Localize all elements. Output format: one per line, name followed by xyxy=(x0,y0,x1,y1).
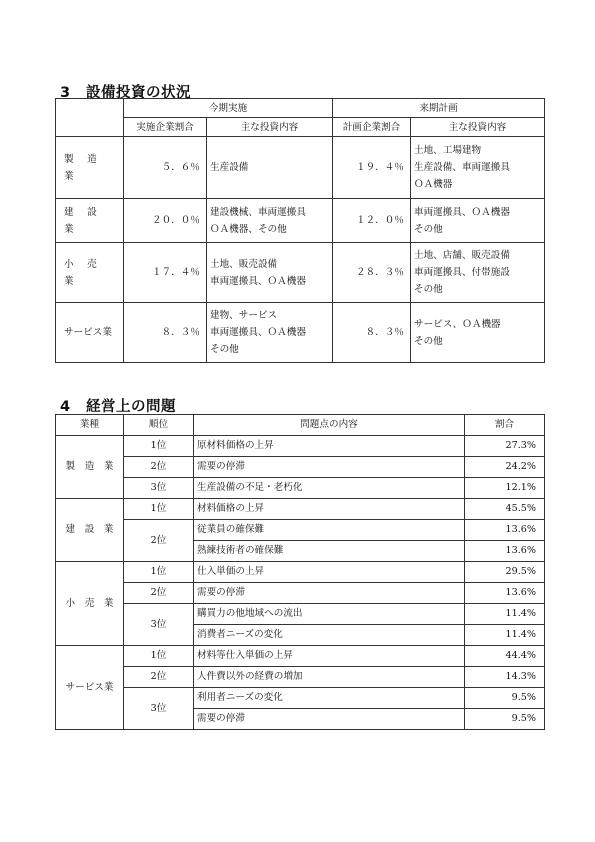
table-row xyxy=(56,667,545,688)
content-line: 建設機械、車両運搬具 xyxy=(210,206,306,218)
table-row xyxy=(56,583,545,604)
problem-cell: 材料価格の上昇 xyxy=(194,499,465,520)
table-row xyxy=(56,137,545,199)
ratio-cell: 24.2% xyxy=(465,457,545,478)
content-line: その他 xyxy=(210,344,239,355)
ratio-cell: 29.5% xyxy=(465,562,545,583)
problem-cell: 需要の停滞 xyxy=(194,457,465,478)
problem-cell: 購買力の他地域への流出 xyxy=(194,604,465,625)
content-line: その他 xyxy=(414,284,443,295)
current-rate-cell: ５．６％ xyxy=(124,137,207,199)
table-row xyxy=(56,499,545,520)
next-content-cell xyxy=(411,137,545,199)
next-rate-cell: １２．０％ xyxy=(333,199,411,243)
rank-cell: 3位 xyxy=(124,688,194,730)
industry-cell: 小 売 業 xyxy=(56,562,124,646)
business-problems-table xyxy=(55,414,545,730)
content-line: 生産設備 xyxy=(210,162,249,173)
ratio-cell: 14.3% xyxy=(465,667,545,688)
table-row xyxy=(56,646,545,667)
table-header-row xyxy=(56,99,545,118)
next-content-cell xyxy=(411,199,545,243)
industry-cell: サービス業 xyxy=(56,646,124,730)
content-line: 土地、店舗、販売設備 xyxy=(414,250,510,261)
content-line: 建物、サービス xyxy=(210,310,278,321)
ratio-cell: 45.5% xyxy=(465,499,545,520)
table-row xyxy=(56,436,545,457)
problem-cell: 生産設備の不足・老朽化 xyxy=(194,478,465,499)
rank-cell: 2位 xyxy=(124,520,194,562)
subheader-current-content: 主な投資内容 xyxy=(207,118,333,137)
ratio-cell: 9.5% xyxy=(465,709,545,730)
problem-cell: 熟練技術者の確保難 xyxy=(194,541,465,562)
content-line: 車両運搬具、ＯＡ機器 xyxy=(210,275,306,287)
content-line: 土地、販売設備 xyxy=(210,258,278,270)
table-row xyxy=(56,457,545,478)
content-line: ＯＡ機器、その他 xyxy=(210,223,287,235)
ratio-cell: 13.6% xyxy=(465,583,545,604)
section-4-number: 4 xyxy=(60,399,71,415)
subheader-next-content: 主な投資内容 xyxy=(411,118,545,137)
section-3-number: 3 xyxy=(60,85,71,101)
industry-cell: 製 造 業 xyxy=(56,436,124,499)
content-line: その他 xyxy=(414,335,443,347)
ratio-cell: 11.4% xyxy=(465,604,545,625)
header-current-period: 今期実施 xyxy=(124,99,333,118)
ratio-cell: 12.1% xyxy=(465,478,545,499)
current-content-cell xyxy=(207,137,333,199)
next-content-cell xyxy=(411,303,545,363)
current-rate-cell: ２０．０％ xyxy=(124,199,207,243)
header-corner-cell xyxy=(56,99,124,137)
ratio-cell: 27.3% xyxy=(465,436,545,457)
rank-cell: 3位 xyxy=(124,478,194,499)
ratio-cell: 13.6% xyxy=(465,520,545,541)
content-line: 車両運搬具、ＯＡ機器 xyxy=(210,327,306,338)
table-row xyxy=(56,520,545,541)
next-rate-cell: ２８．３％ xyxy=(333,243,411,303)
ratio-cell: 9.5% xyxy=(465,688,545,709)
table-subheader-row xyxy=(56,118,545,137)
rank-cell: 1位 xyxy=(124,562,194,583)
content-line: 土地、工場建物 xyxy=(414,145,482,156)
content-line: ＯＡ機器 xyxy=(414,179,453,190)
ratio-cell: 13.6% xyxy=(465,541,545,562)
current-content-cell xyxy=(207,243,333,303)
section-4-title-text: 経営上の問題 xyxy=(86,399,176,415)
content-line: 生産設備、車両運搬具 xyxy=(414,162,510,173)
table-row xyxy=(56,688,545,709)
problem-cell: 仕入単価の上昇 xyxy=(194,562,465,583)
table-row xyxy=(56,478,545,499)
table-row xyxy=(56,199,545,243)
header-rank: 順位 xyxy=(124,415,194,436)
ratio-cell: 11.4% xyxy=(465,625,545,646)
problem-cell: 原材料価格の上昇 xyxy=(194,436,465,457)
rank-cell: 1位 xyxy=(124,436,194,457)
section-3-title-text: 設備投資の状況 xyxy=(86,85,191,101)
capital-investment-table xyxy=(55,98,545,363)
problem-cell: 人件費以外の経費の増加 xyxy=(194,667,465,688)
rank-cell: 2位 xyxy=(124,583,194,604)
table-row xyxy=(56,604,545,625)
next-content-cell xyxy=(411,243,545,303)
rank-cell: 1位 xyxy=(124,646,194,667)
header-ratio: 割合 xyxy=(465,415,545,436)
current-content-cell xyxy=(207,199,333,243)
header-next-period: 来期計画 xyxy=(333,99,545,118)
content-line: 車両運搬具、ＯＡ機器 xyxy=(414,206,510,218)
table-row xyxy=(56,562,545,583)
header-content: 問題点の内容 xyxy=(194,415,465,436)
rank-cell: 2位 xyxy=(124,667,194,688)
rank-cell: 1位 xyxy=(124,499,194,520)
content-line: その他 xyxy=(414,223,443,235)
section-4-title xyxy=(60,395,176,416)
problem-cell: 利用者ニーズの変化 xyxy=(194,688,465,709)
problem-cell: 消費者ニーズの変化 xyxy=(194,625,465,646)
industry-cell: サービス業 xyxy=(56,303,124,363)
rank-cell: 2位 xyxy=(124,457,194,478)
ratio-cell: 44.4% xyxy=(465,646,545,667)
content-line: サービス、ＯＡ機器 xyxy=(414,318,501,330)
industry-cell: 建 設 業 xyxy=(56,499,124,562)
current-rate-cell: １７．４％ xyxy=(124,243,207,303)
header-industry: 業種 xyxy=(56,415,124,436)
industry-cell: 小 売 業 xyxy=(56,243,124,303)
industry-cell: 製 造 業 xyxy=(56,137,124,199)
current-content-cell xyxy=(207,303,333,363)
current-rate-cell: ８．３％ xyxy=(124,303,207,363)
table-row xyxy=(56,243,545,303)
problem-cell: 需要の停滞 xyxy=(194,709,465,730)
table-header-row xyxy=(56,415,545,436)
rank-cell: 3位 xyxy=(124,604,194,646)
subheader-current-rate: 実施企業割合 xyxy=(124,118,207,137)
content-line: 車両運搬具、付帯施設 xyxy=(414,267,510,278)
industry-cell: 建 設 業 xyxy=(56,199,124,243)
subheader-next-rate: 計画企業割合 xyxy=(333,118,411,137)
next-rate-cell: ８．３％ xyxy=(333,303,411,363)
next-rate-cell: １９．４％ xyxy=(333,137,411,199)
problem-cell: 材料等仕入単価の上昇 xyxy=(194,646,465,667)
problem-cell: 需要の停滞 xyxy=(194,583,465,604)
problem-cell: 従業員の確保難 xyxy=(194,520,465,541)
table-row xyxy=(56,303,545,363)
